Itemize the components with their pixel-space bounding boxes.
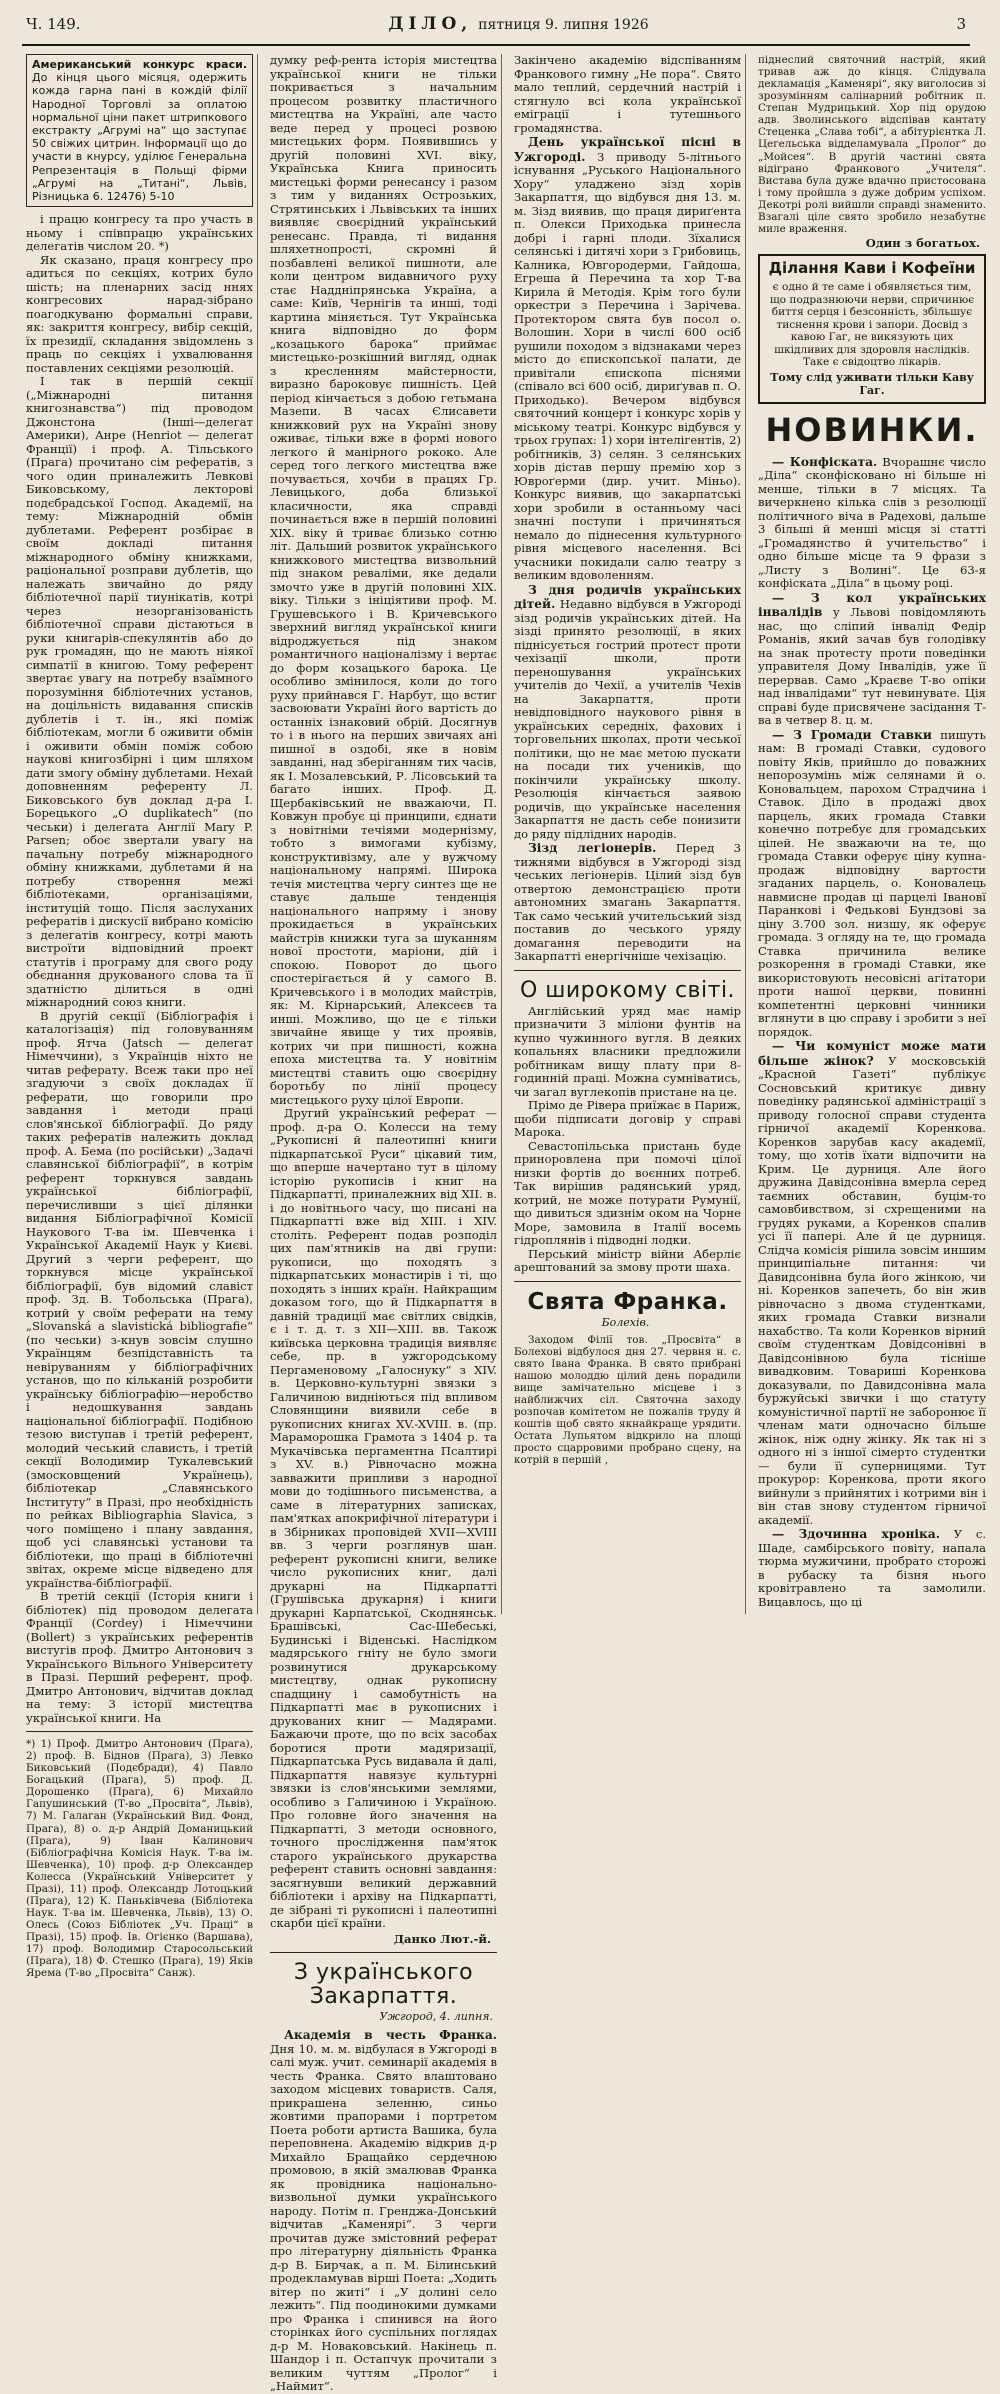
franko-divider bbox=[514, 1281, 741, 1282]
news-3-heading: — З Громади Ставки bbox=[772, 727, 932, 742]
article-columns bbox=[22, 53, 987, 2394]
ad-beauty-title: Американський конкурс краси. bbox=[32, 58, 247, 71]
column-3 bbox=[510, 54, 746, 1614]
ad-coffee-title: Ділання Кави і Кофеїни bbox=[768, 259, 976, 278]
news-1-heading: — Конфіската. bbox=[772, 454, 878, 469]
news-4-heading: — Чи комуніст може мати більше жінок? bbox=[758, 1039, 986, 1068]
legion-heading: Зізд легіонерів. bbox=[528, 841, 657, 855]
footnote-divider bbox=[26, 1731, 253, 1732]
footnote-text: *) 1) Проф. Дмитро Антонович (Прага), 2) проф. В. Біднов (Прага), 3) Левко Биковський (Подєбради), 4) Павло Богацький (Прага), 5) проф. Д. Дорошенко (Прага), 6) Михайло Гапушинський (Т-во „Просвіта“, Львів), 7) М. Галаган (Український Вид. Фонд, Прага), 8) о. д-р Андрій Доманицький (Прага), 9) Іван Калинович (Бібліографічна Комісія Наук. Т-ва ім. Шевченка), 10) проф. д-р Олександер Колесса (Український Університет у Празі), 11) проф. Олександр Лотоцький (Прага), 12) К. Паньківчева (Бібліотека Наук. Т-ва ім. Шевченка, Львів), 13) О. Олесь (Союз Бібліотек „Уч. Праці“ в Празі), 15) проф. Ів. Огієнко (Варшава), 17) проф. Володимир Старосольський (Прага), 18) Ф. Стешко (Прага), 19) Яків Ярема (Т-во „Просвіта“ Санж). bbox=[26, 1738, 253, 1980]
title-text: ДІЛО, bbox=[388, 14, 473, 34]
franko-cont: піднеслий святочний настрій, який тривав аж до кінця. Слідувала декламація „Каменярі“, яку виголосив зі зрозумінням салінарний робітник п. Степан Мудрицький. Хор під орудою адв. Зволинського відспівав кантату Стеценка „Слава тобі“, а абітурієнтка Л. Цегельська відделамувала „Пролог“ до „Мойсея“. В другій частині свята відіграно Франкового „Учителя“. Вистава була дуже вдачно пристосована і тому пройшла з дуже добрим успіхом. Декотрі ролі вийшли справді знаменито. Взагалі ціле свято зробило незабутнє миле враження. bbox=[758, 54, 986, 235]
news-2-text: у Львові повідомляють нас, що сліпий інвалід Федір Романів, який зачав був голодівку на знак протесту проти поведінки управителя Дому Інвалідів, уже її перервав. Само „Краєве Т-во опіки над інвалідами“ тут невинувате. Ція справі буде присвячене засідання Т-ва в четвер 8. ц. м. bbox=[758, 605, 987, 728]
column-1 bbox=[22, 54, 258, 1980]
news-4-text: У московській „Красной Газеті“ публікує Сосновський критикує дивну поведінку радянської адміністрації з приводу голосної справи студента гірничої академії Коренкова. Коренков зарубав касу академії, тому, що хотів їхати відпочити на Крим. Це дурниця. Але його дружина Давідсонівна вмерла серед таємних обставин, буцім-то самовбивством, зі схрещеними на грудях руками, а Коренков спалив усі її папері. Але й це дурниця. Слідча комісія рішила зовсім иншим принципіальне питання: чи Давидсонівна була його жінкою, чи ні. Коренков запечеть, бо він жив рівночасно з двома студентками, яких громада Ставки визнали нахабство. Та коли Коренков вірний своїм студенткам Довідсонівні в Давідсонівною була тісніше вивадковим. Товариші Коренкова доказували, по Давидсонівна мала буржуйські звички і що статуту комуністичної партії не заборонює її членам мати одночасно більше жінок, ніж одну жінку. Як так ні з одного ні з іншої сімерто студентки — були її суперницями. Тут прокурор: Коренкова, проти якого вийнули з прийнятих і котрими він і він став знову студентом гірничої академії. bbox=[758, 1053, 986, 1527]
column-4 bbox=[754, 54, 990, 1614]
ad-beauty-text: До кінця цього місяця, одержить кожда гарна пані в кождій філії Народної Торговлі за оплатою нормальної ціни пакет штрипкового екстракту „Агрумі на“ що заступає 50 свіжих цитрин. Інформації що до участи в кнурсу, уділює Генеральна Репрезентація в Польщі фірми „Агрумі на „Титані“, Львів, Різницька 6. 12476) 5-10 bbox=[32, 71, 247, 203]
world-heading: О широкому світі. bbox=[519, 977, 736, 1003]
news-1-text: Вчорашнє число „Діла“ сконфісковано ні більше ні менше, тільки в 7 місцях. Та вичеркнено кілька слів з резолюції політичного віча в Радехові, дальше 3 більші й менші місця зі статті „Громадянство й учительство“ і одно більше місце та 9 фрази з „Листу з Волині“. Це 63-я конфіската „Діла“ в цьому році. bbox=[758, 454, 986, 591]
news-heading: НОВИНКИ. bbox=[765, 410, 979, 449]
world-item-4: Перський міністр війни Аберліє арештований за змову проти шаха. bbox=[514, 1246, 741, 1275]
franko-heading: Свята Франка. bbox=[527, 1288, 728, 1315]
masthead bbox=[22, 14, 970, 46]
congress-p1: і працю конгресу та про участь в ньому і співпрацю українських делегатів числом 20. *) bbox=[26, 212, 253, 254]
franko-text: Заходом Філії тов. „Просвіта“ в Болехові відбулося дня 27. червня н. с. свято Івана Франка. В свято прибрані нашою молоддю цілий день порадили вище замічательно місцеве і з найближчих сіл. Святочна заходу розпочав комітетом не пожалів труду й коштів щоб свято якнайкраще урядити. Остата Лупьятом відкрило на площі просто сцарровими пробрано сцену, на котрій в першій , bbox=[514, 1333, 741, 1467]
franko-academy-heading: Академія в честь Франка. bbox=[284, 2028, 497, 2043]
ad-coffee-text: є одно й те саме і обявляється тим, що подразнюючи нерви, спричинює биття серця і безсонність, збільшує тиснення крови і запори. Досвід з кавою Гаг, не викязують цих шкідливих для здоровля наслідків. Таке є свідоцтво лікарів. bbox=[769, 281, 975, 369]
ad-coffee bbox=[758, 254, 986, 403]
page-number: 3 bbox=[956, 15, 966, 33]
news-2-heading: — З кол українських інвалідів bbox=[758, 590, 986, 620]
footnote bbox=[26, 1738, 253, 1979]
song-day-heading: День української пісні в Ужгороді. bbox=[514, 135, 741, 164]
world-item-2: Прімо де Рівера приїжає в Париж, щоби підписати договір у справі Марока. bbox=[514, 1098, 741, 1140]
song-day-text: З приводу 5-літнього існування „Руського Національного Хору“ уладжено зізд хорів Закарпаття, що відбувся дня 13. м. м. Зізд виявив, що праця дириґента п. Олекси Приходька принесла добрі і гарні плоди. Зїхалися селянські і дитячі хори з Грибовиць, Калника, Ювгородерми, Гайдоша, Егреша й Перечина та хор Т-ва Кирила й Методія. Крім того були оркестри з Перечина і Зарічева. Протектором свята був посол о. Волошин. Хори в числі 600 осіб рушили походом з відзнаками через місто до єпископської палати, де привітали єпископа піснями (співало всі 600 осіб, дириґував п. О. Приходько). Вечером відбувся святочний концерт і конкурс хорів у міському театрі. Конкурс відбувся у трьох групах: 1) хори інтелігентів, 2) робітників, 3) селян. З селянських хорів дістав першу премію хор з Ювроґерми (дир. учит. Міньо). Конкурс виявив, що закарпатські хори зробили в останньому часі значні поступи і причиняться немало до піднесення культурного рівня місцевого населення. Всі учасники покидали салю театру з великим вдоволенням. bbox=[514, 149, 742, 582]
newspaper-title bbox=[388, 14, 648, 34]
parents-text: Недавно відбувся в Ужгороді зізд родичів українських дітей. На зізді принято резолюції, в яких піднісується гострий протест проти чехізації школи, проти переношування українських учителів до Чехії, а учителів Чехів на Закарпаття, проти невідповідного наукового рівня в українських середніх, фахових і торговельних школах, проти чеської політики, що не має метою пускати на посади тих учеників, що покінчили українську школу. Резолюція кінчається заявою родичів, що українське населення Закарпаття не дасть себе понизити до ряду підлідних народів. bbox=[514, 597, 742, 841]
congress-p4: В другій секції (Бібліографія і каталогізація) під головуванням проф. Ятча (Jatsch — делегат Німеччини), з Українців ніхто не читав реферату. Всеж таки про неї згадуючи з своїх докладах її реферати, що говорили про завдання і методи праці слов'янської бібліографії. До ряду таких рефератів належить доклад проф. А. Бема (по російськи) „Задачі славянської бібліографії“, в котрім референт торкнувся завдань української бібліографії, перечисливши з цієї ділянки видання Бібліографічної Комісії Наукового Т-ва ім. Шевченка і Української Академії Наук у Києві. Другий з черги референт, що торкнувся місце української бібліографії, був відомий славіст проф. Зд. В. Тобольська (Прага), котрий у своїм реферати на тему „Slovanská a slavistická bibliografie“ (по чеськи) з-кнув зовсім слушно Українцям безпідставність та невіруванням у бібліографічних установ, що по кільканій розробити українську бібліографію—неробство і недошкування завдань національної бібліографії. Подібною тезою виступав і третій референт, молодий чеський слависть, і третій секції Володимир Тукалевський (змосковщений Українець), бібліотекар „Славянського Інституту“ в Празі, про необхідність по рейках Bibliographia Slavica, з чого поміщено і плану завдання, щоб усі славянські установи та бібліотеки, що праці в бібліотечні звітах, окреме місце відведено для українства-бібліографії. bbox=[26, 1008, 253, 1590]
legion-text: Перед 3 тижнями відбувся в Ужгороді зізд чеських легіонерів. Цілий зізд був отвертою демонстрацією проти автономних змагань Закарпаття. Так само чеський учительський зізд поставив до чеського уряду домагання переводити на Закарпатті енергічніше чехізацію. bbox=[514, 841, 741, 963]
section-divider bbox=[270, 1952, 497, 1953]
world-divider bbox=[514, 970, 741, 971]
franko-place: Болехів. bbox=[601, 1315, 650, 1329]
world-item-3: Севастопільська пристань буде приноровлена при помочі цілої низки фортів до воєнних потреб. Так вирішив радянський уряд, котрий, не може потурати Румунії, що дивиться здизнім оком на Чорне Море, замовила в Італії восемь гідроплянів і підводні лодки. bbox=[514, 1138, 741, 1248]
ad-beauty-contest bbox=[26, 54, 253, 207]
news-5-heading: — Здочинна хроніка. bbox=[772, 1527, 940, 1542]
congress-p2: Як сказано, праця конгресу про адиться по секціях, котрих було шість; на пленарних засід ннях конгресових нарад-зібрано поагодкуваню формальні справи, як: закриття конгресу, вибір секцій, їх президії, складання звідомлень з праць по секціях і ухвалювання поставлених секціями резолюцій. bbox=[26, 252, 253, 375]
franko-signature: Один з богатьох. bbox=[865, 235, 980, 250]
congress-p3: І так в першій секції („Міжнародні питання книгознавства“) під проводом Джонстона (Інші—делегат Америки), Анре (Henriot — делегат Франції) і проф. А. Тільського (Прага) прочитано сім рефератів, з чого один приналежить Левкові Биковському, лекторові подєбрадської Господ. Академії, на тему: Міжнародній обмін дублетами. Референт розбірає в своїм докладі питання міжнародного обміну книжками, раціональної розправи дублетів, що належать звичайно до ряду бібліотечної парії тиунікатів, котрі через незорганізованість бібліотечної справи дістаються в руки книгарів-спекулянтів або до рук громадян, що не мають ніякої симпатії в книгою. Тому референт звертає увагу на потребу взаїмного порозуміння бібліотечних установ, на доцільність видавання списків дублетів і т. ін., які поміж бібліотекам, могли б оживити обмін і оживити обмін поміж собою наукові книгозбірні і цим шляхом дати змогу обміну дублетами. Нехай доповненням референту Л. Биковського був доклад д-ра І. Борецького „O duplikatech“ (по чеськи) і делегата Англії Mary P. Parsen; обоє звертали увагу на пачальну потребу міжнародного обміну книжками, дублетами й на потребу створення межі бібліотеками, організаціями, інституцій тощо. Після заслуханих рефератів і дискусії вибрано комісію з делегатів конгресу, котрі мають вистроїти відповідний проект статутів і програму для свого роду обєднання друкованого слова та її здатністю ділиться в одні міжнародний союз книги. bbox=[26, 374, 253, 1010]
world-item-1: Англійський уряд має намір призначити 3 міліони фунтів на купно чужинного вугля. В деяких копальнях власники предложили робітникам вищу плату при 8-годинній праці. Можна сумніватись, чи загал вуглекопів пристане на це. bbox=[514, 1003, 741, 1099]
issue-date: пятниця 9. липня 1926 bbox=[478, 17, 649, 33]
news-3-text: пишуть нам: В громаді Ставки, судового повіту Яків, прийшло до поважних непорозумінь між селянами й о. Коновальцем, парохом Страдчина і Ставок. Діло в продажі двох парцель, яких громада Ставки конечно потребує для громадських цілей. Не зважаючи на те, що громада Ставки оферує ціну купна-продаж відповідну вартости згаданих парцель, о. Коновалець навмисне продав ці парцелі Івановї Паранкові і Федькові Бундзові за ціну 3.700 зол. низшу, як оферує громада. З огляду на те, що громада Ставка причинила велике розкорення в громаді Ставки, яке використовують несовісні агітатори проти нашої церкви, повинні компетентні церковні чинники вглянути в цю справу і зробити з неї порядок. bbox=[758, 727, 986, 1039]
history-p2: Другий український реферат — проф. д-ра О. Колесси на тему „Рукописні й палеотипні книги підкарпатської Руси“ цікавий тим, що вперше начертано тут в цілому історію рукописів і книг на Підкарпатті, приналежних від XII. в. і до новітнього часу, що писані на Підкарпатті вже від XIII. і XIV. століть. Референт подав розподіл цих пам'ятників на дві групи: рукописи, що походять з підкарпатських монастирів і ті, що походять з інших країн. Найкращим доказом того, що й Підкарпаття в давній традиції має світлих свідків, є і т. д. т. з XII—XIII. вв. Також київська церковна традиція виявляє себе, пр. в ужгородському Пергаменовому „Галоснуку“ з XIV. в. Церковно-культурні звязки з Галичиною видніються під впливом Словянщини виявили себе в рукописних книгах XV.-XVIII. в. (пр. Мараморошка Грамота з 1404 р. та Мукачівська пергаментна Псалтирі з XV. в.) Рівночасно можна завважити припливи з народної мови до тодішнього письменства, а саме в літературних записках, пам'ятках апокрифічної літератури і в Збірниках проповідей XVII—XVIII вв. З черги розглянув шан. референт рукописні книги, велике число рукописних книг, далі друкарні на Підкарпатті (Грушівська друкарня) і книги друкарні Карпатської, Скоднянськ. Брашівські, Сас-Шебеські, Будинські і Віденські. Наслідком мадярського гніту не було змоги розвинутися друкарському мистецтву, однак рукописну спадщину і самобутність на Підкарпатті має в рукописних і друкованих книг — Мадярами. Бажаючи проте, що по всіх засобах боротися проти мадяризації, Підкарпатська Русь видавала й далі, Підкарпаття навязує культурні звязки із слов'янськими землями, особливо з Галичиною і Україною. Про головне його значення на Підкарпатті, 3 методи основного, точного прослідження пам'яток старого українського друкарства референт ставить основні завдання: засягнувши великий державний бібліотеки і архіву на Підкарпатті, де зібрані ті рукописні і палеотипні скарби цієї країни. bbox=[270, 1106, 497, 1930]
franko-academy-text: Дня 10. м. м. відбулася в Ужгороді в салі муж. учит. семинарії академія в честь Франка. Свято влаштовано заходом місцевих товариств. Саля, прикрашена зеленню, синьо жовтими прапорами і портретом Поета роботи артиста Вашика, була переповнена. Академію відкрив д-р Михайло Бращайко сердечною промовою, в якій змалював Франка як провідника національно-визвольної думки українського народу. Потім п. Гренджа-Донський відчитав „Каменярі“. З черги прочитав дуже змістовний реферат про літературну діяльність Франка д-р В. Бирчак, а п. М. Білинський продекламував вірші Поета: „Ходить вітер по житі“ і „У долині село лежить“. Під поодинокими думками про Франка і спинився на його сторінках його суспільних поглядах д-р М. Новаковський. Накінець п. Шандор і п. Остапчук прочитали з великим чуттям „Пролог“ і „Наймит“. bbox=[270, 2041, 497, 2394]
article-signature: Данко Лют.-й. bbox=[393, 1931, 491, 1946]
parents-heading: З дня родичів українських дітей. bbox=[514, 582, 741, 611]
issue-number: Ч. 149. bbox=[26, 15, 81, 33]
ad-coffee-slogan: Тому слід уживати тільки Каву Гаг. bbox=[770, 370, 974, 397]
history-p1: думку реф-рента історія мистецтва української книги не тільки покривається з начальним процесом розвитку пластичного мистецтва на Україні, але часто веде перед у процесі розвою мистецьких форм. Появившись у другій половині XVI. віку, Українська Книга приносить мистецькі форми ренесансу і разом з тим у виданнях Острозьких, Стрятинських і Львівських та інших виявляє своєрідний український ренесанс. Правда, ті видання шляхетнопрості, скромні й позбавлені великої пишноти, але коли центром видавничого руху стає Наддніпрянська Україна, а саме: Київ, Чернігів та инші, тоді картина міняється. Тут Українська книга відповідно до форм „козацького барока“ приймає мистецько-розкішний вигляд, однак з кресленням майстерности, виразно бароковує пишність. Цей період кінчається з добою гетьмана Мазепи. В часах Єлисавети книжковий рух на Україні знову оживає, тільки вже в формі нового легкого й манірного рококо. Але серед того легкого мистецтва вже почувається, хочби в працях Гр. Левицького, доба близької класичности, яка справді починається вже в першій половині XIX. віку й триває близько сотню літ. Дальший розвиток українського книжкового мистецтва визвольний під знаком реваліми, яке дедали змочто уже в другій половині XIX. віку. Тільки з ініціятиви проф. М. Грушевського і В. Кричевського зверхний вигляд української книги відроджується під знаком романтичного націоналізму і вертає до форм козацького барока. Це особливо змінилося, коли до того руху прийнався Г. Нарбут, що встиг засвоювати Україні його вартість до останніх ізнаковий обрій. Досягнув то і в нього на перших звичаях ані пишної в оздобі, яке в новім завданні, над зберіганням тих часів, як І. Мозалевський, Р. Лісовський та багато інших. Проф. Д. Щербаківський не вважаючи, П. Ковжун пробує ці принципи, єднати з новітніми течіями модернізму, тобто з вимогами кубізму, конструктивізму, але у вужчому національному напрямі. Широка течія мистецтва чергу синтез ще не ставує дальше тенденція національного напряму і знову прокидається в українських майстрів книжки туга за шуканням нової простоти, маріони, дій і спокою. Поворот до цього спостерігається й у самого В. Кричевського і в молодих майстрів, як: М. Кірнарський, Алексеєв та инші. Можливо, що це є тільки звичайне явище у тих проявів, котрих чи при пишності, кожна епоха мистецтва та. У новітнім мистецтві ставить оцю своєрідну боротьбу по лінії процесу мистецького руху цілої Европи. bbox=[270, 53, 497, 1107]
zakarpattia-dateline: Ужгород, 4. липня. bbox=[379, 2010, 493, 2024]
column-2 bbox=[266, 53, 502, 2394]
zak-p1: Закінчено академію відспіванням Франкового гимну „Не пора“. Свято мало теплий, сердечний настрій і стягнуло всі кола української еміграції і тутешнього громадянства. bbox=[514, 53, 741, 135]
congress-p5: В третій секції (Історія книги і бібліотек) під проводом делегата Франції (Cordey) і Німеччини (Bollert) з українських референтів вистугів проф. Дмитро Антонович з Українського Вільного Університету в Празі. Перший референт, проф. Дмитро Антонович, відчитав доклад на тему: 3 історії мистецтва української книги. На bbox=[26, 1589, 253, 1725]
zakarpattia-heading: З українського Закарпаття. bbox=[293, 1960, 474, 2010]
news-5-text: У с. Шаде, самбірського повіту, напала тюрма мужичини, пробрато сторожі в рубаску та бізня нього кровітравлено та замолили. Вицавлось, що ці bbox=[758, 1527, 987, 1609]
